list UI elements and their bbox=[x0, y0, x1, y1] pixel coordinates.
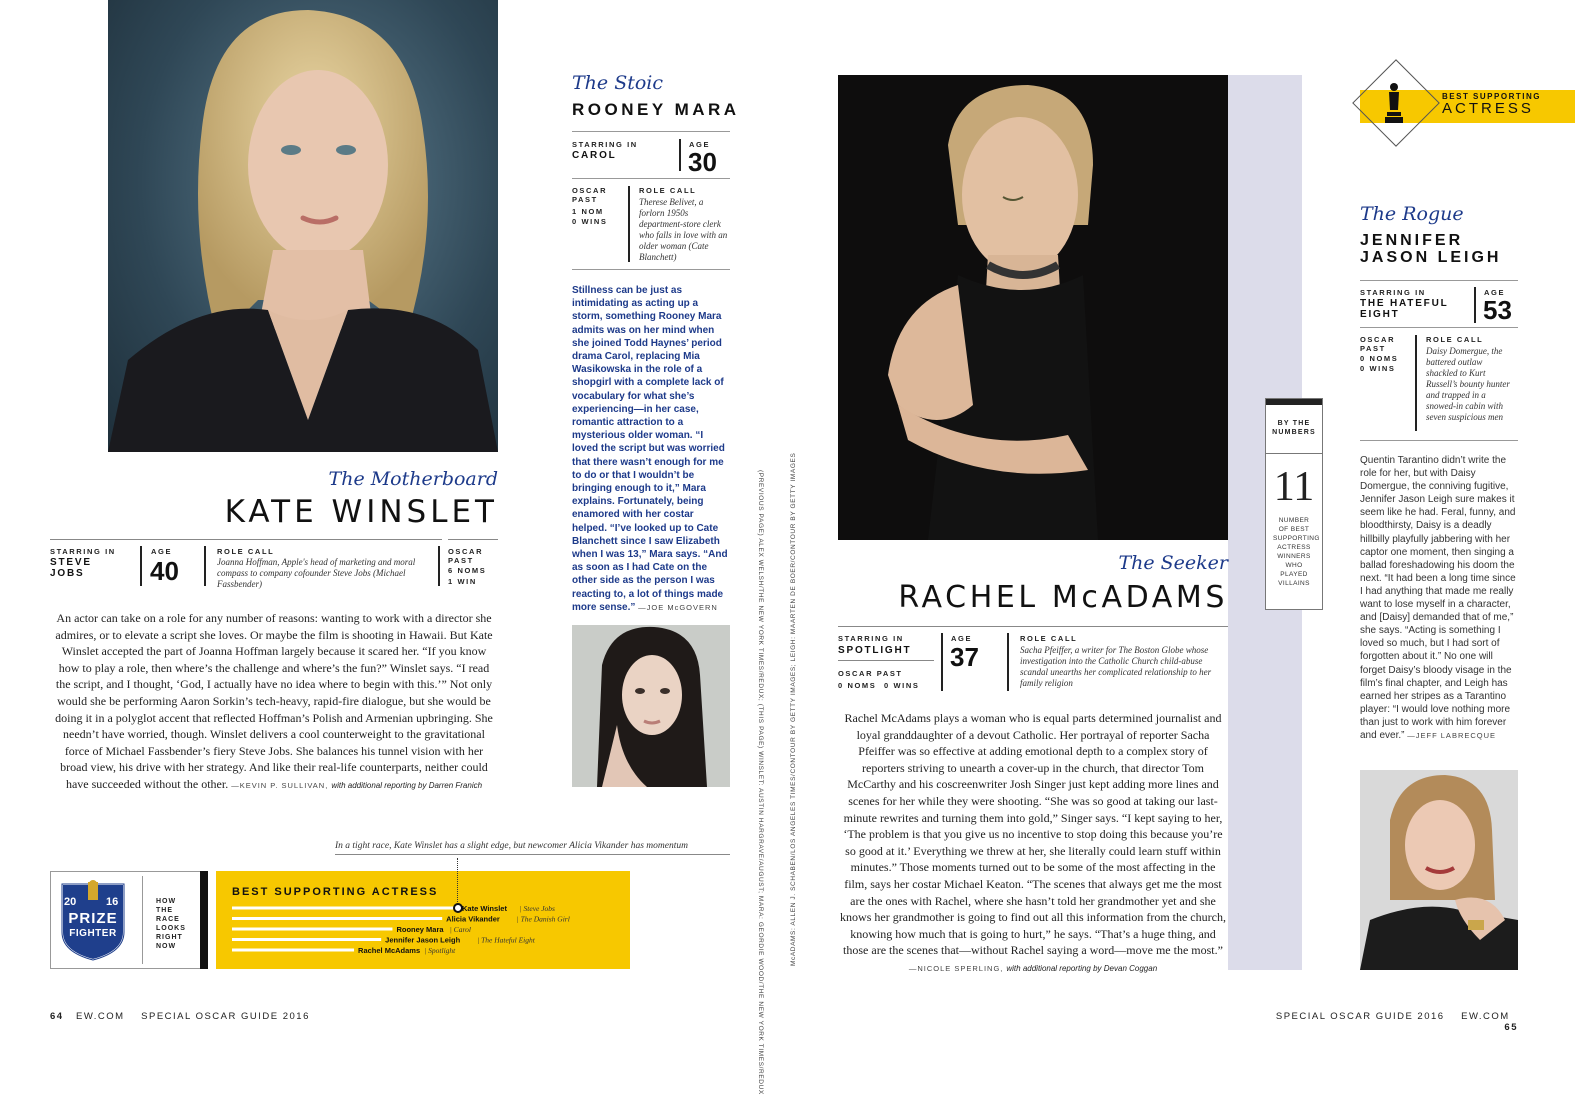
category-label-bottom: ACTRESS bbox=[1442, 100, 1534, 117]
winslet-byline-extra: with additional reporting by Darren Franich bbox=[331, 780, 483, 790]
mcadams-age-label: AGE bbox=[951, 634, 973, 643]
leigh-age-label: AGE bbox=[1484, 288, 1506, 297]
leigh-rule-2 bbox=[1360, 327, 1518, 328]
badge-separator bbox=[142, 876, 143, 964]
winslet-role-label: ROLE CALL bbox=[217, 547, 275, 556]
mara-starring-label: STARRING IN bbox=[572, 140, 638, 149]
left-photo-credit: (PREVIOUS PAGE) ALEX WELSH/THE NEW YORK TIMES/REDUX; (THIS PAGE) WINSLET: AUSTIN HARGRAVE/AUGUST; MARA: GEORDIE WOOD/THE NEW YORK TIMES/REDUX bbox=[757, 470, 764, 1095]
leigh-oscar-label: OSCAR PAST bbox=[1360, 335, 1396, 353]
badge-year-left: 20 bbox=[64, 896, 77, 908]
kate-winslet-photo bbox=[108, 0, 498, 452]
race-bar-name-0: Kate Winslet bbox=[462, 904, 507, 913]
mara-rule-2 bbox=[572, 178, 730, 179]
winslet-stats-rule-2 bbox=[448, 539, 498, 540]
footer-right-page: 65 bbox=[1504, 1022, 1518, 1033]
mara-oscar-noms: 1 NOM bbox=[572, 207, 604, 216]
leigh-name-line1: JENNIFER bbox=[1360, 232, 1464, 249]
mcadams-oscar-noms: 0 NOMS bbox=[838, 681, 877, 690]
race-caption-rule bbox=[335, 854, 730, 855]
mara-name: ROONEY MARA bbox=[572, 100, 740, 119]
category-label-top: BEST SUPPORTING bbox=[1442, 92, 1541, 101]
rachel-mcadams-photo bbox=[838, 75, 1228, 540]
mcadams-stats-rule bbox=[838, 626, 1228, 627]
race-caption: In a tight race, Kate Winslet has a slight edge, but newcomer Alicia Vikander has momentum bbox=[335, 841, 688, 851]
prize-fighter-badge bbox=[58, 880, 128, 962]
mcadams-byline: —NICOLE SPERLING, bbox=[908, 963, 1004, 973]
badge-line1: PRIZE bbox=[68, 910, 118, 927]
mara-starring-value: CAROL bbox=[572, 150, 617, 161]
footer-left-issue: SPECIAL OSCAR GUIDE 2016 bbox=[141, 1011, 310, 1022]
winslet-oscar-wins: 1 WIN bbox=[448, 577, 477, 586]
leigh-tagline: The Rogue bbox=[1360, 203, 1464, 225]
mcadams-starring-label: STARRING IN bbox=[838, 634, 904, 643]
mara-rule-1 bbox=[572, 131, 730, 132]
mcadams-role-text: Sacha Pfeiffer, a writer for The Boston Globe whose investigation into the Catholic Church child-abuse scandal unearths her complicated relationship to her family religion bbox=[1020, 645, 1212, 688]
winslet-age-label: AGE bbox=[151, 547, 173, 556]
winslet-article-body: An actor can take on a role for any number of reasons: wanting to work with a director she admires, or to elevate a script she loves. Or maybe the film is shooting in Hawaii. But Kate Winslet accepted the part of Joanna Hoffman largely because it scared her. “If you know how to play a role, then where’s the challenge and where’s the fun?” Winslet says. “I read the script, and I thought, ‘God, I actually have no idea where to begin with this.’” Not only would she be performing Aaron Sorkin’s tech-heavy, rapid-fire dialogue, but she would be doing it in a polyglot accent that reflected Hoffman’s Polish and Armenian upbringing. She needn’t have worried, though. Winslet delivers a cool counterweight to the gravitational force of Michael Fassbender’s fiery Steve Jobs. She balances his tunnel vision with her broad view, his drive with her strategy. And like their real-life counterparts, neither could have succeeded without the other. —KEVIN P. SULLIVAN, with additional reporting by Darren Franich bbox=[55, 611, 493, 791]
race-bar-film-2: | Carol bbox=[449, 925, 471, 934]
footer-left-page: 64 bbox=[50, 1011, 64, 1022]
mara-divider-1 bbox=[679, 139, 681, 171]
winslet-divider-3 bbox=[438, 546, 440, 586]
race-bar-film-3: | The Hateful Eight bbox=[477, 935, 535, 945]
race-bar-name-3: Jennifer Jason Leigh bbox=[385, 935, 461, 945]
how-race-looks-label: HOW THE RACE LOOKS RIGHT NOW bbox=[156, 898, 186, 950]
footer-right bbox=[1260, 1011, 1518, 1033]
mcadams-stats-rule-2 bbox=[838, 660, 934, 661]
leigh-rule-3 bbox=[1360, 440, 1518, 441]
mcadams-age-value: 37 bbox=[950, 642, 979, 672]
leigh-oscar-wins: 0 WINS bbox=[1360, 364, 1396, 373]
mara-oscar-wins: 0 WINS bbox=[572, 217, 608, 226]
mcadams-role-label: ROLE CALL bbox=[1020, 634, 1078, 643]
footer-right-site: EW.COM bbox=[1461, 1011, 1510, 1022]
mara-article-body: Stillness can be just as intimidating as acting up a storm, something Rooney Mara admits was on her mind when she joined Todd Haynes’ period drama Carol, replacing Mia Wasikowska in the role of a shopgirl with a complete lack of vocabulary for what she’s experiencing—in her case, romantic attraction to a mysterious older woman. “I loved the script but was worried that there wasn’t enough for me to do or that I wouldn’t be bringing enough to it,” Mara explains. Fortunately, being enamored with her costar helped. “I’ve looked up to Cate Blanchett since I saw Elizabeth when I was 13,” Mara says. “And as soon as I had Cate on the other side as the person I was reacting to, a lot of things made more sense.” —JOE McGOVERN bbox=[572, 285, 728, 613]
mcadams-tagline: The Seeker bbox=[1118, 552, 1228, 574]
race-bar-name-4: Rachel McAdams bbox=[358, 946, 421, 955]
badge-line2: FIGHTER bbox=[69, 928, 117, 939]
winslet-divider-2 bbox=[204, 546, 206, 586]
mara-role-label: ROLE CALL bbox=[639, 186, 697, 195]
leigh-age-value: 53 bbox=[1483, 295, 1512, 325]
mara-byline: —JOE McGOVERN bbox=[638, 602, 718, 612]
race-black-bar bbox=[200, 871, 208, 969]
race-bar-name-1: Alicia Vikander bbox=[446, 914, 500, 924]
winslet-byline: —KEVIN P. SULLIVAN, bbox=[231, 780, 329, 790]
race-leader-marker bbox=[454, 904, 462, 912]
leigh-name-line2: JASON LEIGH bbox=[1360, 249, 1502, 266]
numbers-label: BY THE NUMBERS bbox=[1272, 420, 1316, 436]
winslet-tagline: The Motherboard bbox=[328, 468, 498, 490]
oscar-statue-icon bbox=[1381, 82, 1407, 129]
numbers-desc: NUMBER OF BEST SUPPORTING ACTRESS WINNERS WHO PLAYED VILLAINS bbox=[1273, 517, 1320, 587]
mcadams-oscar-label: OSCAR PAST bbox=[838, 669, 903, 678]
mcadams-article-body: Rachel McAdams plays a woman who is equal parts determined journalist and loyal granddaughter of a devout Catholic. Her portrayal of reporter Sacha Pfeiffer was so effective at adding emotional depth to a complex story of reporters striving to unearth a cover-up in the church, that director Tom McCarthy and his coscreenwriter Josh Singer just kept adding more lines and scenes for her while they were shooting. “She was so good at taking our last-minute rewrites and turning them into gold,” Singer says. “I kept saying to her, ‘The problem is that you give us no incentive to stop doing this because you’re so good at it.’ Everything we threw at her, she literally could learn stuff within minutes.” Those moments turned out to be some of the most affecting in the film, says her costar Michael Keaton. “The scenes that always get me the most are the ones with Rachel, where she hasn’t told her grandmother yet and she knows her grandmother is going to find out all this information from the church, knowing how much that is going to hurt,” he says. “That’s a huge thing, and those are the scenes that—without Rachel saying a word—move me the most.” —NICOLE SPERLING, with additional reporting by Devan Coggan bbox=[840, 711, 1226, 973]
leigh-oscar-noms: 0 NOMS bbox=[1360, 354, 1399, 363]
winslet-oscar-label: OSCAR PAST bbox=[448, 547, 484, 565]
mcadams-oscar-wins: 0 WINS bbox=[884, 681, 920, 690]
winslet-divider-1 bbox=[140, 546, 142, 586]
mcadams-name: RACHEL McADAMS bbox=[898, 580, 1228, 615]
winslet-age-value: 40 bbox=[150, 556, 179, 586]
jennifer-jason-leigh-photo bbox=[1360, 770, 1518, 970]
mara-rule-3 bbox=[572, 269, 730, 270]
mara-age-value: 30 bbox=[688, 147, 717, 177]
mcadams-divider-1 bbox=[941, 633, 943, 691]
race-bar-name-2: Rooney Mara bbox=[396, 925, 444, 934]
race-title: BEST SUPPORTING ACTRESS bbox=[232, 886, 439, 898]
badge-year-right: 16 bbox=[106, 896, 119, 908]
mcadams-starring-value: SPOTLIGHT bbox=[838, 645, 912, 656]
right-photo-credit: McADAMS: ALLEN J. SCHABEN/LOS ANGELES TIMES/CONTOUR BY GETTY IMAGES; LEIGH: MAARTEN DE BOER/CONTOUR BY GETTY IMAGES bbox=[790, 452, 797, 966]
leigh-starring-value: THE HATEFUL EIGHT bbox=[1360, 298, 1449, 320]
footer-left-site: EW.COM bbox=[76, 1011, 125, 1022]
winslet-oscar-noms: 6 NOMS bbox=[448, 566, 487, 575]
race-bar-film-4: | Spotlight bbox=[424, 946, 456, 955]
mcadams-byline-extra: with additional reporting by Devan Coggan bbox=[1006, 963, 1158, 973]
mcadams-divider-2 bbox=[1007, 633, 1009, 691]
winslet-starring-value: STEVE JOBS bbox=[50, 557, 92, 579]
winslet-role-text: Joanna Hoffman, Apple's head of marketing and moral compass to company cofounder Steve Jobs (Michael Fassbender) bbox=[217, 557, 416, 589]
winslet-name: KATE WINSLET bbox=[224, 494, 498, 530]
leigh-rule-1 bbox=[1360, 280, 1518, 281]
footer-left bbox=[50, 1011, 310, 1022]
race-bar-film-1: | The Danish Girl bbox=[516, 914, 570, 924]
winslet-stats-rule bbox=[50, 539, 442, 540]
numbers-value: 11 bbox=[1273, 464, 1315, 510]
race-bars bbox=[216, 871, 630, 969]
mara-role-text: Therese Belivet, a forlorn 1950s department-store clerk who falls in love with an older woman (Cate Blanchett) bbox=[639, 197, 728, 262]
leigh-starring-label: STARRING IN bbox=[1360, 288, 1426, 297]
leigh-role-label: ROLE CALL bbox=[1426, 335, 1484, 344]
leigh-role-text: Daisy Domergue, the battered outlaw shackled to Kurt Russell’s bounty hunter and trapped in a snowed-in cabin with seven suspicious men bbox=[1426, 346, 1510, 422]
race-bar-film-0: | Steve Jobs bbox=[519, 904, 555, 913]
mara-tagline: The Stoic bbox=[572, 72, 664, 94]
leigh-byline: —JEFF LABRECQUE bbox=[1407, 730, 1497, 740]
footer-right-issue: SPECIAL OSCAR GUIDE 2016 bbox=[1275, 1011, 1445, 1022]
leigh-article-body: Quentin Tarantino didn’t write the role for her, but with Daisy Domergue, the conniving fugitive, Jennifer Jason Leigh sure makes it seem like he had. Feral, funny, and bloodthirsty, Daisy is a deadly hillbilly playfully jabbering with her captor one moment, then singing a ballad foreshadowing his doom the next. “It had been a long time since I had anything that made me really want to lose myself in a character, and [Daisy] demanded that of me,” she says. “Acting is something I loved so much, but I had sort of forgotten about it.” No one will forget Daisy’s bloody visage in the film’s final chapter, and Leigh has earned her stripes as a Tarantino player: “I would love nothing more than just to work with him forever and ever.” —JEFF LABRECQUE bbox=[1360, 455, 1516, 741]
mara-oscar-label: OSCAR PAST bbox=[572, 186, 608, 204]
mara-age-label: AGE bbox=[689, 140, 711, 149]
leigh-divider-2 bbox=[1415, 335, 1417, 431]
by-the-numbers-box bbox=[1265, 398, 1323, 610]
leigh-divider-1 bbox=[1474, 287, 1476, 323]
mara-divider-2 bbox=[628, 186, 630, 262]
winslet-starring-label: STARRING IN bbox=[50, 547, 116, 556]
rooney-mara-photo bbox=[572, 625, 730, 787]
